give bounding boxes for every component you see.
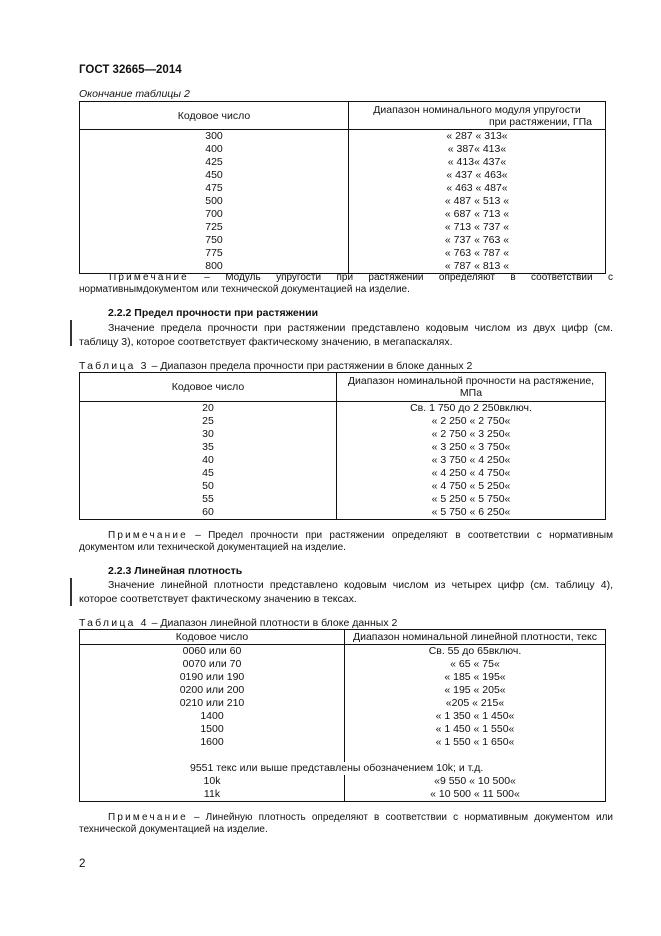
spacer-cell bbox=[80, 749, 345, 762]
range-cell: Св. 55 до 65включ. bbox=[345, 645, 606, 659]
table-row bbox=[80, 467, 606, 480]
code-cell: 400 bbox=[80, 143, 349, 156]
range-cell: « 4 750 « 5 250« bbox=[337, 480, 606, 493]
table-row-spacer bbox=[80, 749, 606, 762]
table-row bbox=[80, 169, 606, 182]
table3-col2-header-line2: МПа bbox=[459, 387, 483, 399]
change-bar bbox=[70, 578, 72, 606]
table-row bbox=[80, 208, 606, 221]
range-cell: « 185 « 195« bbox=[345, 671, 606, 684]
range-cell: « 287 « 313« bbox=[349, 130, 606, 144]
range-cell: « 387« 413« bbox=[349, 143, 606, 156]
table2-col2-header-line2: при растяжении, ГПа bbox=[488, 115, 592, 128]
table-2 bbox=[79, 101, 606, 274]
range-cell: « 713 « 737 « bbox=[349, 221, 606, 234]
code-cell: 40 bbox=[80, 454, 337, 467]
table-row bbox=[80, 156, 606, 169]
range-cell: « 763 « 787 « bbox=[349, 247, 606, 260]
code-cell: 0190 или 190 bbox=[80, 671, 345, 684]
range-cell: « 687 « 713 « bbox=[349, 208, 606, 221]
table2-note bbox=[79, 272, 613, 296]
range-cell: « 737 « 763 « bbox=[349, 234, 606, 247]
range-cell: « 5 250 « 5 750« bbox=[337, 493, 606, 506]
table-row bbox=[80, 788, 606, 802]
range-cell: « 1 350 « 1 450« bbox=[345, 710, 606, 723]
code-cell: 35 bbox=[80, 441, 337, 454]
table-row bbox=[80, 402, 606, 416]
range-cell: « 1 450 « 1 550« bbox=[345, 723, 606, 736]
code-cell: 0060 или 60 bbox=[80, 645, 345, 659]
table3-col2-header bbox=[337, 373, 606, 402]
table-4 bbox=[79, 629, 606, 802]
range-cell: « 4 250 « 4 750« bbox=[337, 467, 606, 480]
table-row bbox=[80, 684, 606, 697]
table4-note-text: – Линейную плотность определяют в соответствии с нормативным документом или технической документацией на изделие. bbox=[79, 812, 613, 835]
table-row bbox=[80, 454, 606, 467]
range-cell: « 3 250 « 3 750« bbox=[337, 441, 606, 454]
code-cell: 11k bbox=[80, 788, 345, 802]
table3-caption-label: Таблица 3 bbox=[79, 360, 149, 372]
table3-col2-header-line1: Диапазон номинальной прочности на растяжение, bbox=[347, 375, 595, 387]
table3-col1-header: Кодовое число bbox=[80, 373, 337, 402]
section-223-paragraph: Значение линейной плотности представлено кодовым числом из четырех цифр (см. таблицу 4), которое соответствует фактическому значению в тексах. bbox=[79, 579, 613, 605]
table-row bbox=[80, 723, 606, 736]
table3-caption-text: – Диапазон предела прочности при растяжении в блоке данных 2 bbox=[148, 360, 473, 372]
range-cell: « 10 500 « 11 500« bbox=[345, 788, 606, 802]
section-222-heading: 2.2.2 Предел прочности при растяжении bbox=[108, 307, 319, 319]
table2-note-text: – Модуль упругости при растяжении определяют в соответствии с нормативнымдокументом или технической документацией на изделие. bbox=[79, 272, 613, 295]
code-cell: 0200 или 200 bbox=[80, 684, 345, 697]
table2-col2-header-line1: Диапазон номинального модуля упругости bbox=[373, 103, 581, 116]
code-cell: 0210 или 210 bbox=[80, 697, 345, 710]
page-number: 2 bbox=[79, 858, 86, 870]
code-cell: 450 bbox=[80, 169, 349, 182]
table-row bbox=[80, 493, 606, 506]
section-223-heading: 2.2.3 Линейная плотность bbox=[108, 565, 243, 577]
table4-caption-text: – Диапазон линейной плотности в блоке данных 2 bbox=[148, 617, 398, 629]
range-cell: « 413« 437« bbox=[349, 156, 606, 169]
document-header: ГОСТ 32665—2014 bbox=[79, 64, 182, 76]
table-row bbox=[80, 143, 606, 156]
table-row bbox=[80, 658, 606, 671]
table4-caption bbox=[79, 617, 397, 629]
range-cell: « 5 750 « 6 250« bbox=[337, 506, 606, 520]
code-cell: 1400 bbox=[80, 710, 345, 723]
table-row bbox=[80, 415, 606, 428]
code-cell: 0070 или 70 bbox=[80, 658, 345, 671]
section-222-paragraph: Значение предела прочности при растяжении представлено кодовым числом из двух цифр (см. таблицу 3), которое соответствует фактическому значению, в мегапаскалях. bbox=[79, 322, 613, 348]
table-row bbox=[80, 506, 606, 520]
table-row bbox=[80, 480, 606, 493]
table-row bbox=[80, 645, 606, 659]
code-cell: 45 bbox=[80, 467, 337, 480]
range-cell: « 437 « 463« bbox=[349, 169, 606, 182]
code-cell: 50 bbox=[80, 480, 337, 493]
range-cell: « 195 « 205« bbox=[345, 684, 606, 697]
table3-caption bbox=[79, 360, 472, 372]
table-row bbox=[80, 195, 606, 208]
table4-caption-label: Таблица 4 bbox=[79, 617, 149, 629]
table-3 bbox=[79, 372, 606, 520]
range-cell: «205 « 215« bbox=[345, 697, 606, 710]
table3-note-label: Примечание bbox=[108, 530, 188, 541]
table-row-span bbox=[80, 762, 606, 775]
table2-note-label: Примечание bbox=[109, 272, 189, 283]
range-cell: «9 550 « 10 500« bbox=[345, 775, 606, 788]
code-cell: 700 bbox=[80, 208, 349, 221]
table-row bbox=[80, 247, 606, 260]
code-cell: 475 bbox=[80, 182, 349, 195]
change-bar bbox=[70, 320, 72, 346]
range-cell: « 1 550 « 1 650« bbox=[345, 736, 606, 749]
range-cell: « 65 « 75« bbox=[345, 658, 606, 671]
range-cell: « 2 750 « 3 250« bbox=[337, 428, 606, 441]
table-row bbox=[80, 428, 606, 441]
table-row bbox=[80, 234, 606, 247]
code-cell: 800 bbox=[80, 260, 349, 274]
code-cell: 10k bbox=[80, 775, 345, 788]
code-cell: 725 bbox=[80, 221, 349, 234]
code-cell: 60 bbox=[80, 506, 337, 520]
table2-col1-header: Кодовое число bbox=[80, 102, 349, 130]
code-cell: 20 bbox=[80, 402, 337, 416]
table-row bbox=[80, 441, 606, 454]
code-cell: 775 bbox=[80, 247, 349, 260]
range-cell: « 463 « 487« bbox=[349, 182, 606, 195]
table2-col2-header bbox=[349, 102, 606, 130]
table-row bbox=[80, 182, 606, 195]
range-cell: « 487 « 513 « bbox=[349, 195, 606, 208]
range-cell: « 2 250 « 2 750« bbox=[337, 415, 606, 428]
table-row bbox=[80, 710, 606, 723]
code-cell: 500 bbox=[80, 195, 349, 208]
table2-caption: Окончание таблицы 2 bbox=[79, 88, 190, 100]
spacer-cell bbox=[345, 749, 606, 762]
table4-col1-header: Кодовое число bbox=[80, 630, 345, 645]
table4-note bbox=[79, 812, 613, 836]
table3-note-text: – Предел прочности при растяжении определяют в соответствии с нормативным документом или технической документацией на изделие. bbox=[79, 530, 613, 553]
code-cell: 300 bbox=[80, 130, 349, 144]
span-note-cell: 9551 текс или выше представлены обозначением 10k; и т.д. bbox=[80, 762, 606, 775]
table-row bbox=[80, 671, 606, 684]
table3-note bbox=[79, 530, 613, 554]
code-cell: 425 bbox=[80, 156, 349, 169]
code-cell: 1600 bbox=[80, 736, 345, 749]
code-cell: 30 bbox=[80, 428, 337, 441]
range-cell: « 787 « 813 « bbox=[349, 260, 606, 274]
table-row bbox=[80, 221, 606, 234]
range-cell: « 3 750 « 4 250« bbox=[337, 454, 606, 467]
code-cell: 25 bbox=[80, 415, 337, 428]
range-cell: Св. 1 750 до 2 250включ. bbox=[337, 402, 606, 416]
table-row bbox=[80, 697, 606, 710]
table-row bbox=[80, 736, 606, 749]
table4-col2-header: Диапазон номинальной линейной плотности, текс bbox=[345, 630, 606, 645]
code-cell: 55 bbox=[80, 493, 337, 506]
code-cell: 750 bbox=[80, 234, 349, 247]
table-row bbox=[80, 775, 606, 788]
table4-note-label: Примечание bbox=[108, 812, 188, 823]
table-row bbox=[80, 130, 606, 144]
code-cell: 1500 bbox=[80, 723, 345, 736]
